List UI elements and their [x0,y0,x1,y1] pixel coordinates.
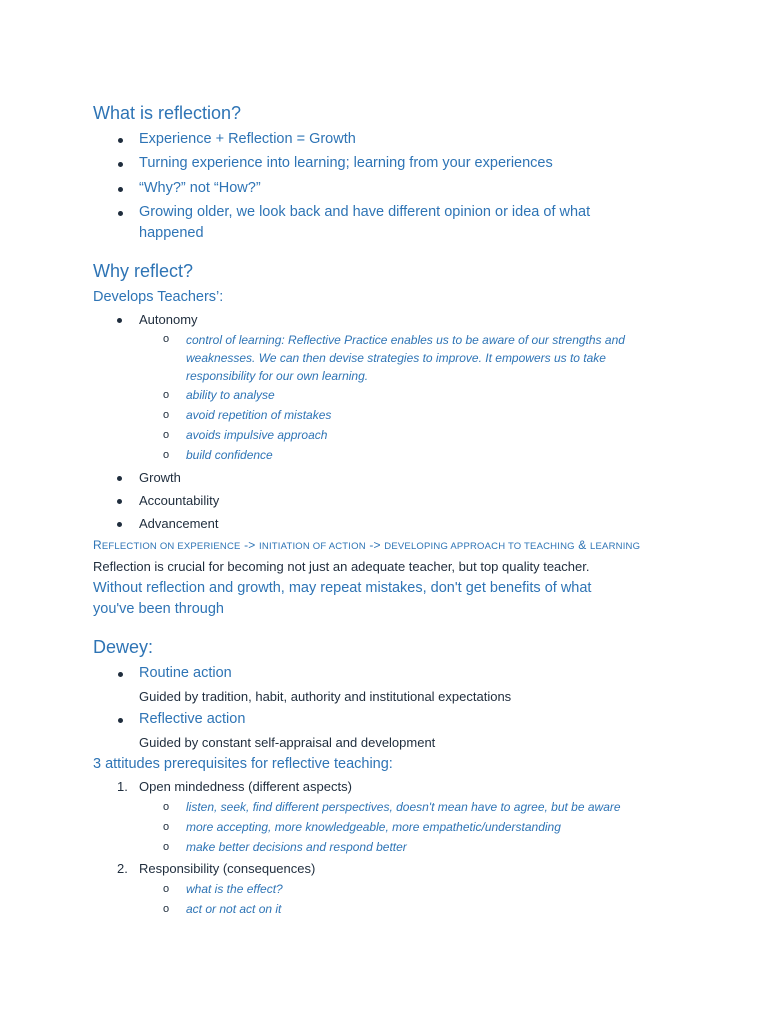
sub-bullet-icon: o [163,821,170,833]
heading-why-reflect: Why reflect? [93,261,194,281]
reflection-bullet-4: Growing older, we look back and have different opinion or idea of what [139,204,591,220]
chain-part-1: EFLECTION ON EXPERIENCE [101,541,241,552]
chain-part-3: DEVELOPING APPROACH TO TEACHING [384,541,575,552]
heading-dewey: Dewey: [93,637,154,657]
subheading-develops-teachers: Develops Teachers’: [93,289,224,305]
bullet-icon [118,718,123,723]
accountability-label: Accountability [139,493,220,508]
bullet-icon [118,138,123,143]
bullet-icon [117,476,122,481]
chain-ampersand: & [574,538,591,552]
chain-arrow-2: -> [365,538,385,552]
bullet-icon [117,522,122,527]
sub-bullet-icon: o [163,409,170,421]
chain-part-2: INITIATION OF ACTION [259,541,366,552]
crucial-statement: Reflection is crucial for becoming not just an adequate teacher, but top quality teacher. [93,559,590,574]
sub-bullet-icon: o [163,333,170,345]
routine-action-label: Routine action [139,665,232,681]
attitude-1-label: Open mindedness (different aspects) [139,779,352,794]
autonomy-sub-4: avoids impulsive approach [186,428,328,442]
autonomy-sub-2: ability to analyse [186,388,275,402]
routine-action-desc: Guided by tradition, habit, authority and institutional expectations [139,689,512,704]
autonomy-sub-1-line1: control of learning: Reflective Practice enables us to be aware of our strengths and [186,333,625,347]
bullet-icon [118,672,123,677]
sub-bullet-icon: o [163,841,170,853]
reflective-action-label: Reflective action [139,711,246,727]
bullet-icon [118,162,123,167]
attitude-2-number: 2. [117,861,128,876]
attitude-2-sub-1: what is the effect? [186,882,283,896]
attitude-1-sub-1: listen, seek, find different perspectives, doesn't mean have to agree, but be aware [186,800,621,814]
autonomy-label: Autonomy [139,312,198,327]
sub-bullet-icon: o [163,883,170,895]
sub-bullet-icon: o [163,801,170,813]
reflection-bullet-2: Turning experience into learning; learning from your experiences [139,155,553,171]
chain-part-4: LEARNING [590,541,641,552]
advancement-label: Advancement [139,516,219,531]
attitudes-heading: 3 attitudes prerequisites for reflective teaching: [93,756,393,772]
bullet-icon [118,211,123,216]
autonomy-sub-1-line2: weaknesses. We can then devise strategies to improve. It empowers us to take [186,351,606,365]
attitude-2-label: Responsibility (consequences) [139,861,316,876]
autonomy-sub-1-line3: responsibility for our own learning. [186,369,369,383]
attitude-1-number: 1. [117,779,128,794]
sub-bullet-icon: o [163,389,170,401]
autonomy-sub-3: avoid repetition of mistakes [186,408,332,422]
bullet-icon [117,499,122,504]
growth-label: Growth [139,470,181,485]
heading-what-is-reflection: What is reflection? [93,103,242,123]
attitude-1-sub-2: more accepting, more knowledgeable, more empathetic/understanding [186,820,561,834]
sub-bullet-icon: o [163,903,170,915]
reflection-bullet-1: Experience + Reflection = Growth [139,131,356,147]
autonomy-sub-5: build confidence [186,448,273,462]
without-reflection-line1: Without reflection and growth, may repeat mistakes, don't get benefits of what [93,580,592,596]
bullet-icon [117,318,122,323]
chain-arrow-1: -> [240,538,260,552]
reflection-bullet-3: “Why?” not “How?” [139,180,261,196]
attitude-1-sub-3: make better decisions and respond better [186,840,407,854]
reflection-chain [93,538,640,552]
without-reflection-line2: you've been through [93,601,224,617]
reflective-action-desc: Guided by constant self-appraisal and development [139,735,436,750]
sub-bullet-icon: o [163,429,170,441]
bullet-icon [118,187,123,192]
attitude-2-sub-2: act or not act on it [186,902,282,916]
chain-part-1-cap: R [93,538,102,552]
sub-bullet-icon: o [163,449,170,461]
reflection-bullet-4-cont: happened [139,225,204,241]
